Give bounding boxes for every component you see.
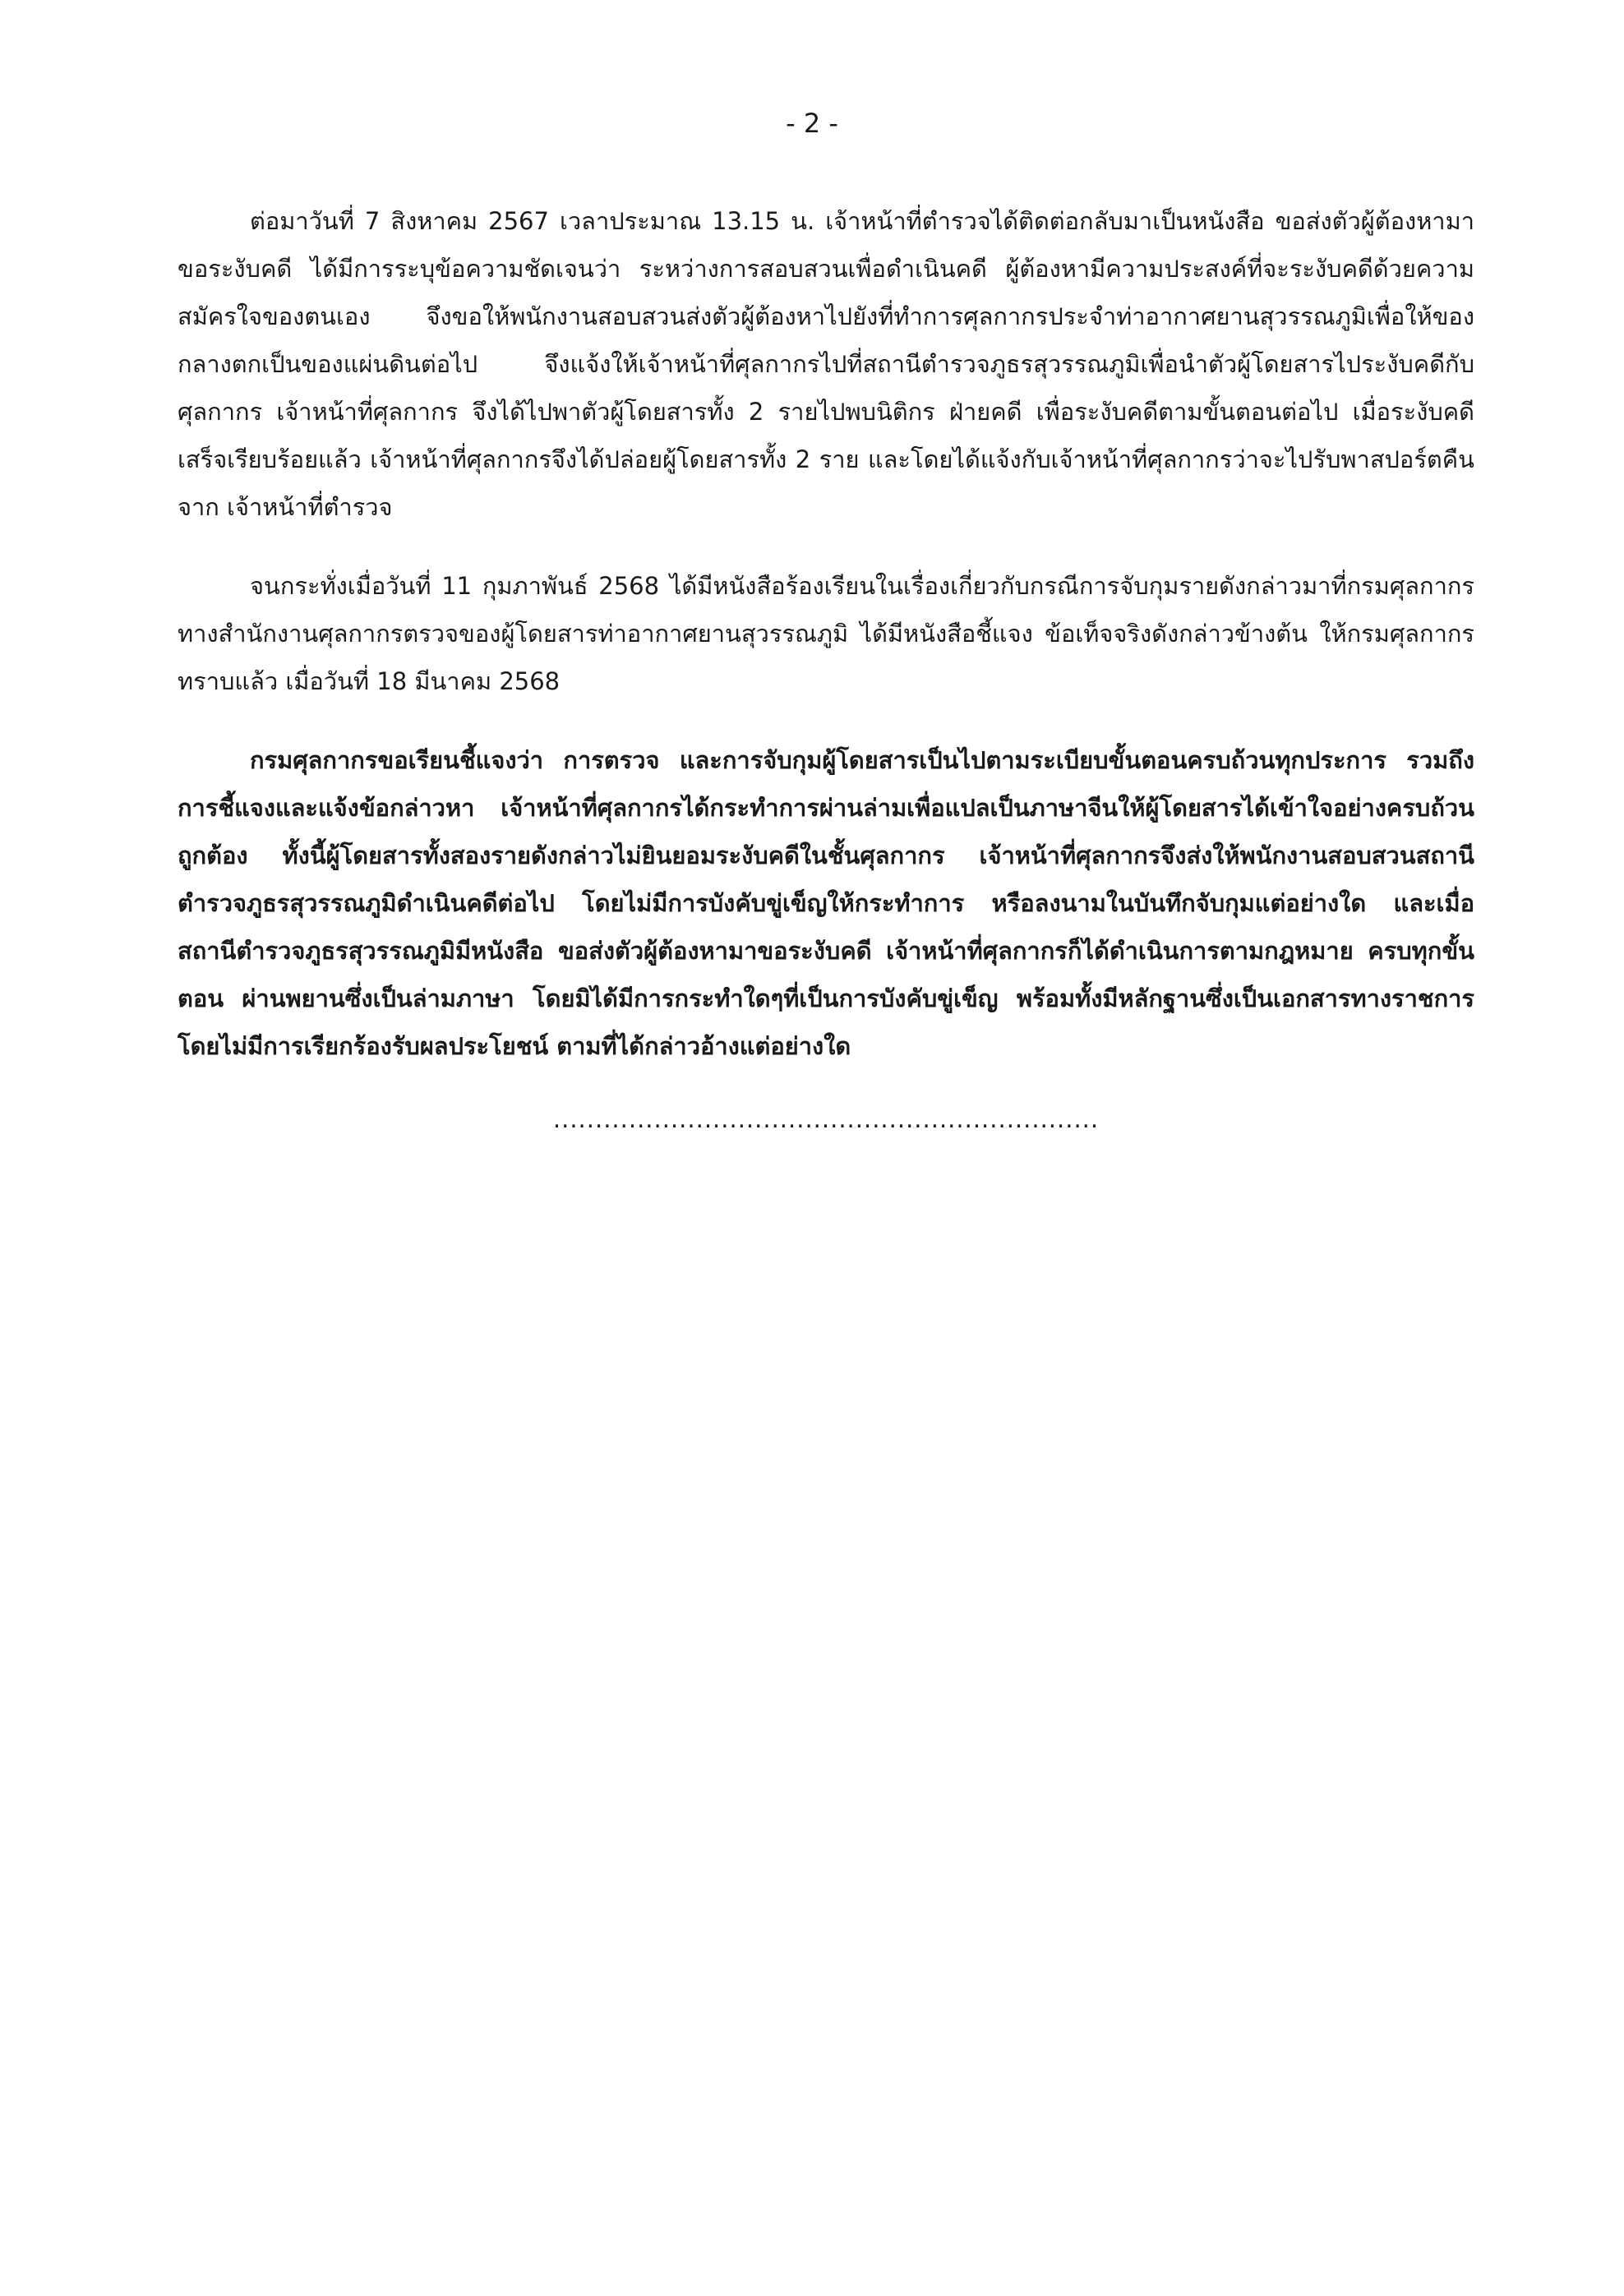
page-number: - 2 - (786, 108, 838, 139)
document-body (178, 197, 1474, 1136)
paragraph-customs-clarification: กรมศุลกากรขอเรียนชี้แจงว่า การตรวจ และการจับกุมผู้โดยสารเป็นไปตามระเบียบขั้นตอนครบถ้วนทุกประการ รวมถึงการชี้แจงและแจ้งข้อกล่าวหา เจ้าหน้าที่ศุลกากรได้กระทำการผ่านล่ามเพื่อแปลเป็นภาษาจีนให้ผู้โดยสารได้เข้าใจอย่างครบถ้วนถูกต้อง ทั้งนี้ผู้โดยสารทั้งสองรายดังกล่าวไม่ยินยอมระงับคดีในชั้นศุลกากร เจ้าหน้าที่ศุลกากรจึงส่งให้พนักงานสอบสวนสถานีตำรวจภูธรสุวรรณภูมิดำเนินคดีต่อไป โดยไม่มีการบังคับขู่เข็ญให้กระทำการ หรือลงนามในบันทึกจับกุมแต่อย่างใด และเมื่อสถานีตำรวจภูธรสุวรรณภูมิมีหนังสือ ขอส่งตัวผู้ต้องหามาขอระงับคดี เจ้าหน้าที่ศุลกากรก็ได้ดำเนินการตามกฎหมาย ครบทุกขั้นตอน ผ่านพยานซึ่งเป็นล่ามภาษา โดยมิได้มีการกระทำใดๆที่เป็นการบังคับขู่เข็ญ พร้อมทั้งมีหลักฐานซึ่งเป็นเอกสารทางราชการ โดยไม่มีการเรียกร้องรับผลประโยชน์ ตามที่ได้กล่าวอ้างแต่อย่างใด (178, 746, 1474, 1060)
paragraph-arrest-followup: ต่อมาวันที่ 7 สิงหาคม 2567 เวลาประมาณ 13.15 น. เจ้าหน้าที่ตำรวจได้ติดต่อกลับมาเป็นหนังสือ ขอส่งตัวผู้ต้องหามาขอระงับคดี ได้มีการระบุข้อความชัดเจนว่า ระหว่างการสอบสวนเพื่อดำเนินคดี ผู้ต้องหามีความประสงค์ที่จะระงับคดีด้วยความสมัครใจของตนเอง จึงขอให้พนักงานสอบสวนส่งตัวผู้ต้องหาไปยังที่ทำการศุลกากรประจำท่าอากาศยานสุวรรณภูมิเพื่อให้ของกลางตกเป็นของแผ่นดินต่อไป จึงแจ้งให้เจ้าหน้าที่ศุลกากรไปที่สถานีตำรวจภูธรสุวรรณภูมิเพื่อนำตัวผู้โดยสารไประงับคดีกับศุลกากร เจ้าหน้าที่ศุลกากร จึงได้ไปพาตัวผู้โดยสารทั้ง 2 รายไปพบนิติกร ฝ่ายคดี เพื่อระงับคดีตามขั้นตอนต่อไป เมื่อระงับคดีเสร็จเรียบร้อยแล้ว เจ้าหน้าที่ศุลกากรจึงได้ปล่อยผู้โดยสารทั้ง 2 ราย และโดยได้แจ้งกับเจ้าหน้าที่ศุลกากรว่าจะไปรับพาสปอร์ตคืนจาก เจ้าหน้าที่ตำรวจ (178, 207, 1474, 521)
paragraph-complaint: จนกระทั่งเมื่อวันที่ 11 กุมภาพันธ์ 2568 ได้มีหนังสือร้องเรียนในเรื่องเกี่ยวกับกรณีการจับกุมรายดังกล่าวมาที่กรมศุลกากร ทางสำนักงานศุลกากรตรวจของผู้โดยสารท่าอากาศยานสุวรรณภูมิ ได้มีหนังสือชี้แจง ข้อเท็จจริงดังกล่าวข้างต้น ให้กรมศุลกากรทราบแล้ว เมื่อวันที่ 18 มีนาคม 2568 (178, 572, 1474, 695)
end-of-document-dotted-line: ................................................................. (552, 1105, 1100, 1133)
